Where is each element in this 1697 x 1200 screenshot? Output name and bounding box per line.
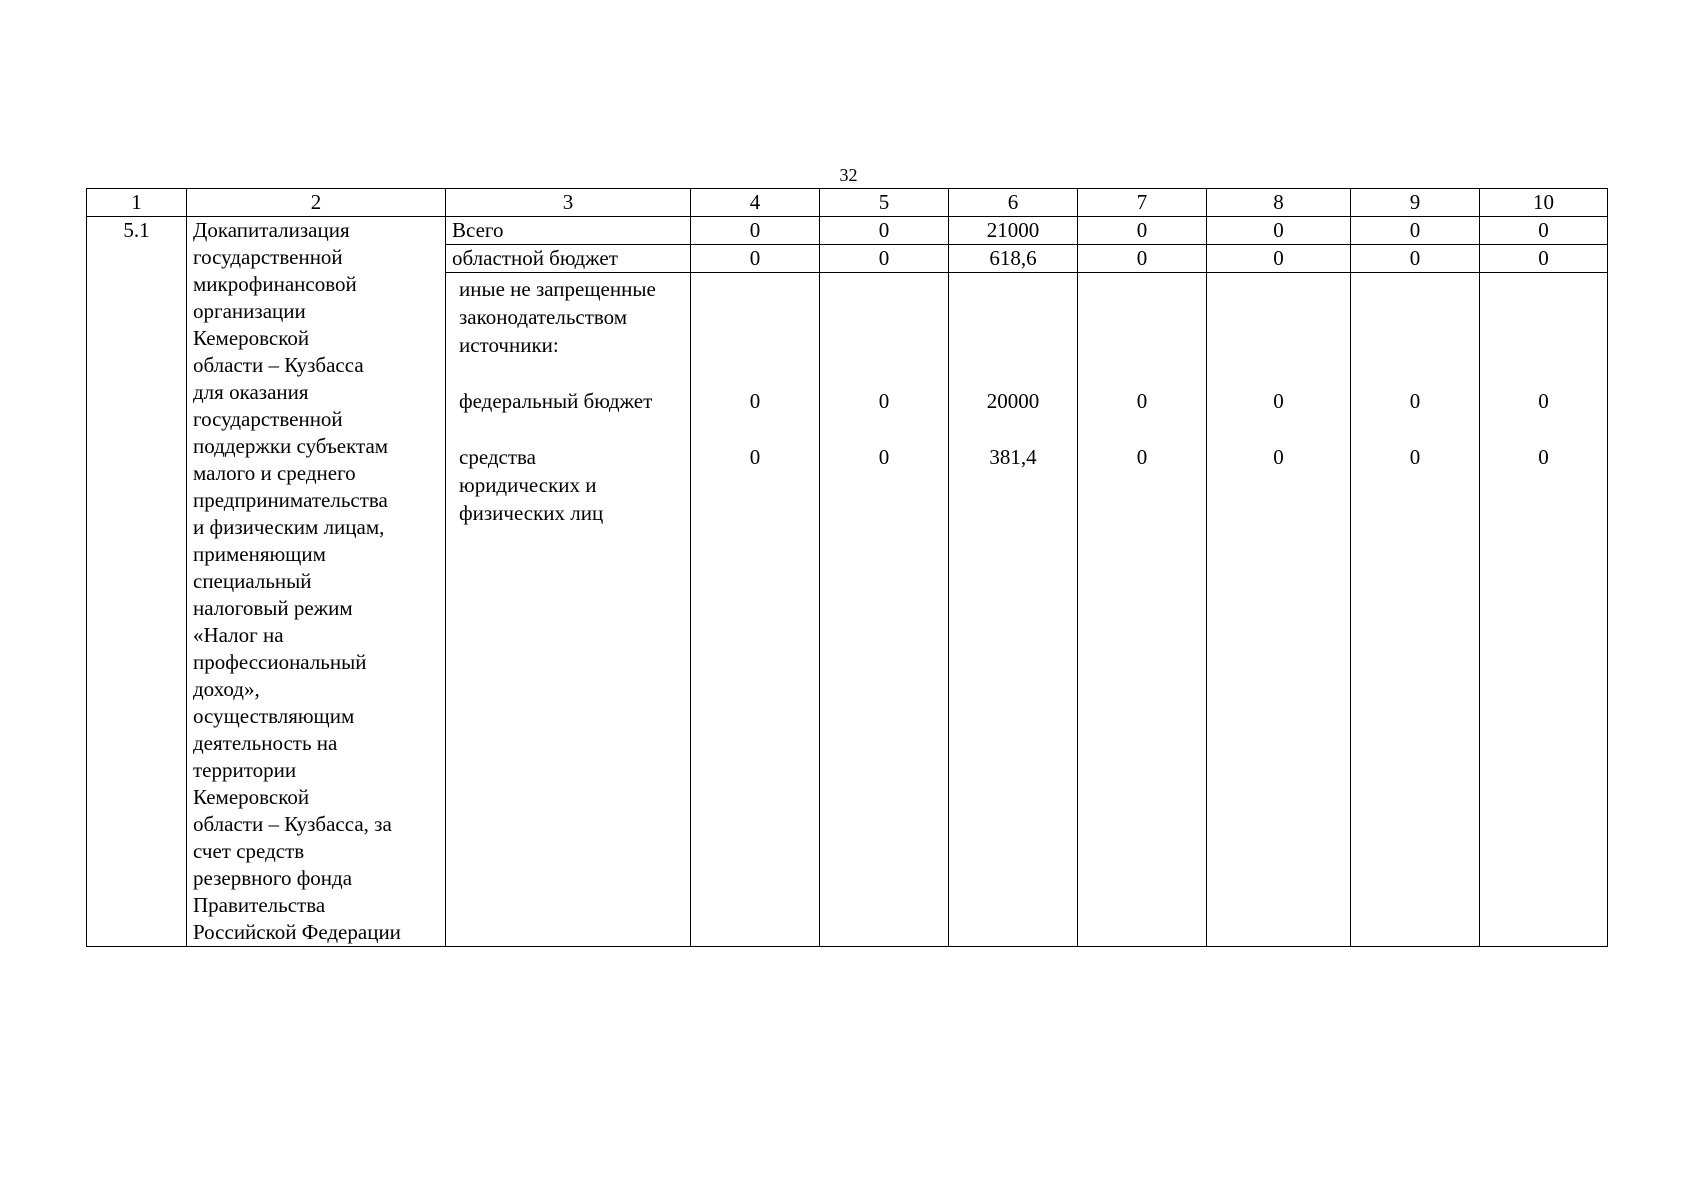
value-cell: 0: [1078, 217, 1207, 245]
federal-value: 0: [749, 389, 761, 413]
federal-value: 0: [1273, 389, 1284, 413]
description-line: для оказания: [193, 380, 309, 404]
description-line: Кемеровской: [193, 785, 310, 809]
description-line: предпринимательства: [193, 488, 388, 512]
other-sources-heading-line: законодательством: [459, 305, 628, 329]
column-header: 3: [446, 189, 691, 217]
value-column-cell: [820, 273, 949, 947]
funding-source-federal: федеральный бюджет: [459, 389, 653, 413]
funding-source-total: Всего: [446, 217, 691, 245]
value-column-cell: [1078, 273, 1207, 947]
description-line: резервного фонда: [193, 866, 353, 890]
value-cell: 0: [1480, 245, 1608, 273]
value-column-cell: [691, 273, 820, 947]
column-header: 9: [1351, 189, 1480, 217]
funding-source-regional: областной бюджет: [446, 245, 691, 273]
description-line: Кемеровской: [193, 326, 310, 350]
budget-table: [86, 188, 1608, 947]
description-line: осуществляющим: [193, 704, 355, 728]
legal-entities-line: средства: [459, 445, 537, 469]
description-line: специальный: [193, 569, 312, 593]
value-column-cell: [1207, 273, 1351, 947]
column-header: 4: [691, 189, 820, 217]
measure-description-cell: [187, 217, 446, 947]
legal-entities-value: 0: [1273, 445, 1284, 469]
legal-entities-value: 0: [878, 445, 890, 469]
legal-entities-line: юридических и: [459, 473, 597, 497]
column-number-row: [87, 189, 1608, 217]
page-number: 32: [839, 165, 858, 185]
description-line: и физическим лицам,: [193, 515, 385, 539]
description-line: профессиональный: [193, 650, 367, 674]
value-column-cell: [1351, 273, 1480, 947]
table-row-total: [87, 217, 1608, 245]
description-line: государственной: [193, 245, 343, 269]
federal-value: 20000: [986, 389, 1040, 413]
other-sources-heading-line: иные не запрещенные: [459, 277, 656, 301]
legal-entities-line: физических лиц: [459, 501, 604, 525]
description-line: применяющим: [193, 542, 326, 566]
column-header: 2: [187, 189, 446, 217]
description-line: поддержки субъектам: [193, 434, 389, 458]
description-line: Докапитализация: [193, 218, 350, 242]
federal-value: 0: [1538, 389, 1549, 413]
column-header: 6: [949, 189, 1078, 217]
value-cell: 0: [1078, 245, 1207, 273]
value-cell: 0: [820, 217, 949, 245]
description-line: Российской Федерации: [193, 920, 401, 944]
value-cell: 0: [1351, 245, 1480, 273]
value-cell: 0: [691, 245, 820, 273]
value-cell: 0: [820, 245, 949, 273]
description-line: «Налог на: [193, 623, 284, 647]
description-line: Правительства: [193, 893, 326, 917]
value-cell: 21000: [949, 217, 1078, 245]
other-sources-cell: [446, 273, 691, 947]
federal-value: 0: [878, 389, 890, 413]
description-line: деятельность на: [193, 731, 338, 755]
legal-entities-value: 0: [1409, 445, 1421, 469]
description-line: области – Кузбасса: [193, 353, 364, 377]
legal-entities-value: 0: [1538, 445, 1549, 469]
value-cell: 0: [1480, 217, 1608, 245]
value-cell: 618,6: [949, 245, 1078, 273]
description-line: доход»,: [193, 677, 260, 701]
description-line: малого и среднего: [193, 461, 356, 485]
legal-entities-value: 0: [1136, 445, 1148, 469]
description-line: области – Кузбасса, за: [193, 812, 392, 836]
column-header: 8: [1207, 189, 1351, 217]
value-cell: 0: [1351, 217, 1480, 245]
other-sources-heading-line: источники:: [459, 333, 559, 357]
column-header: 10: [1480, 189, 1608, 217]
legal-entities-value: 0: [749, 445, 761, 469]
description-line: счет средств: [193, 839, 305, 863]
value-cell: 0: [1207, 245, 1351, 273]
value-cell: 0: [691, 217, 820, 245]
description-line: территории: [193, 758, 297, 782]
row-id: 5.1: [123, 218, 150, 242]
federal-value: 0: [1409, 389, 1421, 413]
value-column-cell: [1480, 273, 1608, 947]
column-header: 7: [1078, 189, 1207, 217]
description-line: организации: [193, 299, 306, 323]
description-line: микрофинансовой: [193, 272, 357, 296]
value-cell: 0: [1207, 217, 1351, 245]
description-line: государственной: [193, 407, 343, 431]
federal-value: 0: [1136, 389, 1148, 413]
description-line: налоговый режим: [193, 596, 353, 620]
row-id-cell: [87, 217, 187, 947]
column-header: 5: [820, 189, 949, 217]
legal-entities-value: 381,4: [989, 445, 1037, 469]
value-column-cell: [949, 273, 1078, 947]
column-header: 1: [87, 189, 187, 217]
